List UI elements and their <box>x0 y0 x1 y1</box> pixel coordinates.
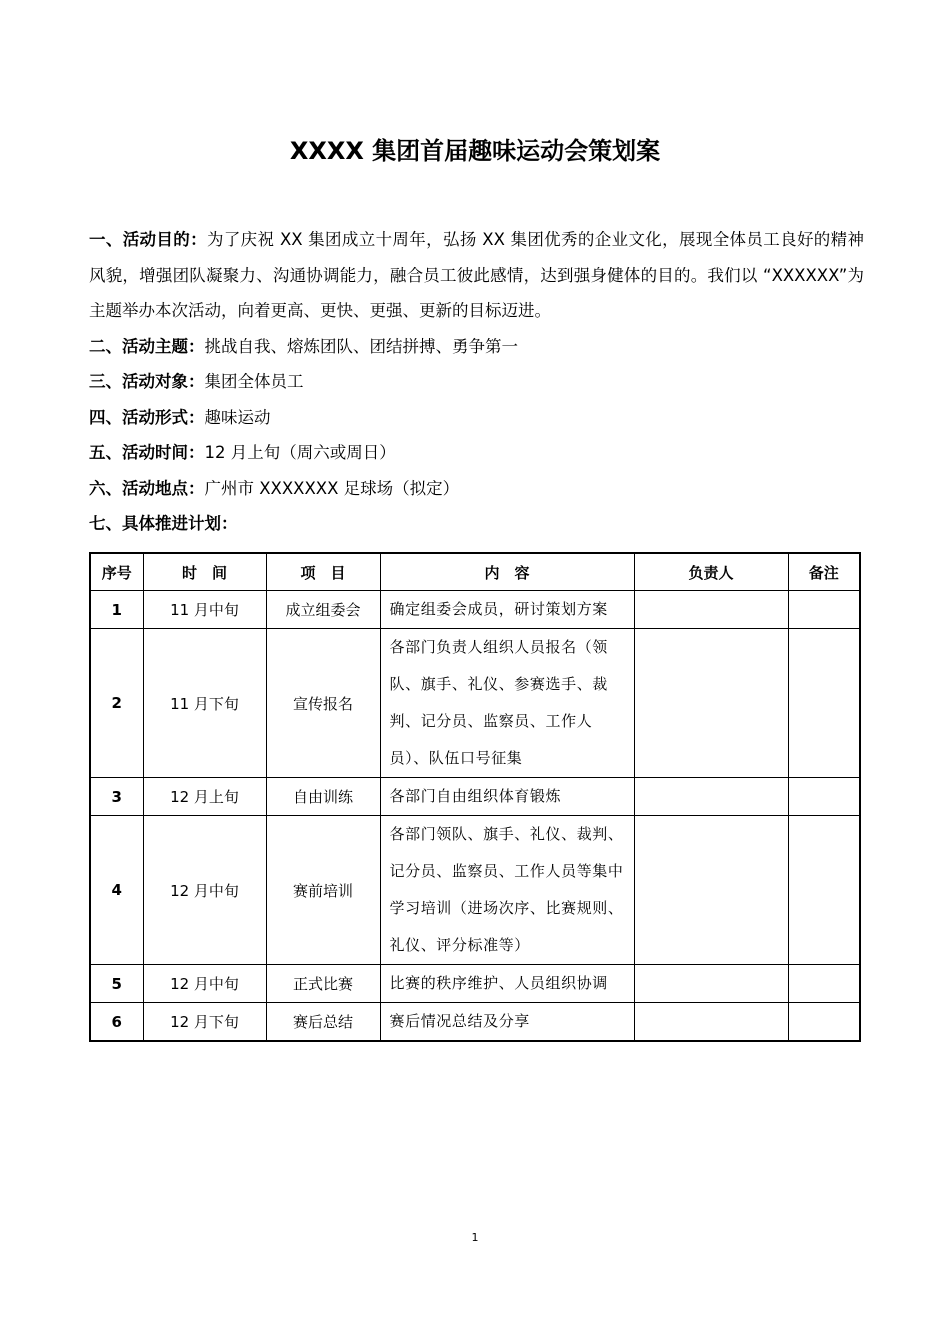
section-label: 七、具体推进计划： <box>89 514 238 533</box>
cell-item: 正式比赛 <box>266 965 380 1003</box>
section-text: 趣味运动 <box>204 407 271 427</box>
table-header-row <box>90 553 860 591</box>
table-row <box>90 965 860 1003</box>
cell-time: 12 月中旬 <box>143 816 266 965</box>
table-row <box>90 816 860 965</box>
section-theme <box>89 329 864 365</box>
cell-item: 自由训练 <box>266 778 380 816</box>
header-no: 序号 <box>90 553 143 591</box>
cell-time: 11 月下旬 <box>143 629 266 778</box>
section-venue <box>89 471 864 507</box>
document-title: XXXX 集团首届趣味运动会策划案 <box>289 137 661 165</box>
section-label: 六、活动地点： <box>89 478 205 498</box>
cell-no: 4 <box>90 816 143 965</box>
cell-owner <box>634 965 788 1003</box>
section-plan <box>89 506 864 542</box>
cell-no: 6 <box>90 1003 143 1042</box>
cell-content: 各部门自由组织体育锻炼 <box>380 778 634 816</box>
section-label: 五、活动时间： <box>89 443 205 462</box>
section-text: 为了庆祝 XX 集团成立十周年，弘扬 XX 集团优秀的企业文化，展现全体员工良好的精神风貌，增强团队凝聚力、沟通协调能力，融合员工彼此感情，达到强身健体的目的。我们以 “XXXXXX”为主题举办本次活动，向着更高、更快、更强、更新的目标迈进。 <box>89 230 865 320</box>
section-label: 三、活动对象： <box>89 372 205 391</box>
cell-note <box>788 778 860 816</box>
section-label: 二、活动主题： <box>89 336 205 356</box>
cell-note <box>788 965 860 1003</box>
cell-no: 5 <box>90 965 143 1003</box>
table-row <box>90 1003 860 1042</box>
section-text: 广州市 XXXXXXX 足球场（拟定） <box>204 478 460 498</box>
cell-owner <box>634 816 788 965</box>
cell-owner <box>634 778 788 816</box>
section-format <box>89 400 864 436</box>
cell-time: 11 月中旬 <box>143 591 266 629</box>
section-purpose <box>89 222 864 329</box>
section-audience <box>89 364 864 400</box>
section-time <box>89 435 864 471</box>
cell-item: 成立组委会 <box>266 591 380 629</box>
table-row <box>90 778 860 816</box>
cell-owner <box>634 591 788 629</box>
header-time: 时 间 <box>143 553 266 591</box>
cell-time: 12 月下旬 <box>143 1003 266 1042</box>
cell-content: 各部门负责人组织人员报名（领队、旗手、礼仪、参赛选手、裁判、记分员、监察员、工作人员）、队伍口号征集 <box>380 629 634 778</box>
header-content: 内 容 <box>380 553 634 591</box>
cell-no: 3 <box>90 778 143 816</box>
cell-note <box>788 629 860 778</box>
plan-table <box>89 552 861 1042</box>
section-label: 一、活动目的： <box>89 230 207 249</box>
table-row <box>90 629 860 778</box>
section-text: 挑战自我、熔炼团队、团结拼搏、勇争第一 <box>204 336 518 356</box>
table-row <box>90 591 860 629</box>
header-owner: 负责人 <box>634 553 788 591</box>
cell-content: 赛后情况总结及分享 <box>380 1003 634 1042</box>
cell-owner <box>634 1003 788 1042</box>
cell-time: 12 月上旬 <box>143 778 266 816</box>
document-body <box>89 222 864 542</box>
cell-item: 赛前培训 <box>266 816 380 965</box>
header-item: 项 目 <box>266 553 380 591</box>
cell-content: 比赛的秩序维护、人员组织协调 <box>380 965 634 1003</box>
section-text: 12 月上旬（周六或周日） <box>204 443 396 462</box>
cell-item: 宣传报名 <box>266 629 380 778</box>
cell-time: 12 月中旬 <box>143 965 266 1003</box>
cell-content: 各部门领队、旗手、礼仪、裁判、记分员、监察员、工作人员等集中学习培训（进场次序、比赛规则、礼仪、评分标准等） <box>380 816 634 965</box>
cell-note <box>788 1003 860 1042</box>
header-note: 备注 <box>788 553 860 591</box>
section-text: 集团全体员工 <box>204 372 304 391</box>
section-label: 四、活动形式： <box>89 407 205 427</box>
cell-item: 赛后总结 <box>266 1003 380 1042</box>
cell-no: 1 <box>90 591 143 629</box>
cell-no: 2 <box>90 629 143 778</box>
cell-note <box>788 816 860 965</box>
cell-owner <box>634 629 788 778</box>
cell-note <box>788 591 860 629</box>
cell-content: 确定组委会成员，研讨策划方案 <box>380 591 634 629</box>
page-number: 1 <box>471 1231 479 1244</box>
